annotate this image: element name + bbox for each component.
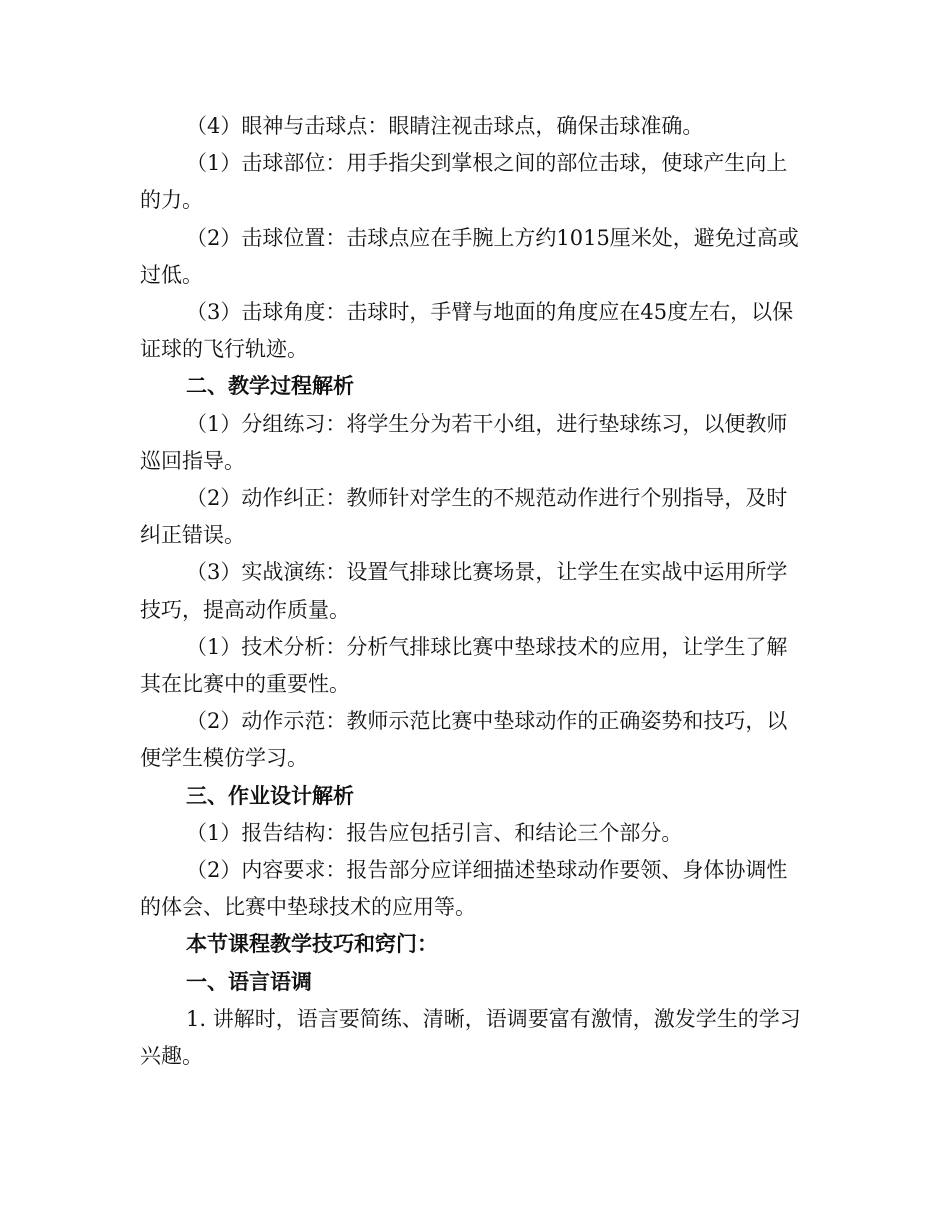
paragraph: （2）内容要求：报告部分应详细描述垫球动作要领、身体协调性的体会、比赛中垫球技术的应用等。 [140, 858, 788, 920]
section-heading: 一、语言语调 [186, 969, 312, 994]
paragraph: （3）实战演练：设置气排球比赛场景，让学生在实战中运用所学技巧，提高动作质量。 [140, 560, 788, 622]
paragraph: （2）动作纠正：教师针对学生的不规范动作进行个别指导，及时纠正错误。 [140, 486, 788, 548]
section-heading: 三、作业设计解析 [186, 783, 354, 808]
paragraph: （3）击球角度：击球时，手臂与地面的角度应在45度左右，以保证球的飞行轨迹。 [140, 300, 794, 362]
paragraph: （1）分组练习：将学生分为若干小组，进行垫球练习，以便教师巡回指导。 [140, 411, 788, 473]
section-heading: 本节课程教学技巧和窍门： [186, 932, 438, 957]
section-heading: 二、教学过程解析 [186, 374, 354, 399]
paragraph: （1）技术分析：分析气排球比赛中垫球技术的应用，让学生了解其在比赛中的重要性。 [140, 634, 788, 697]
paragraph: （2）动作示范：教师示范比赛中垫球动作的正确姿势和技巧，以便学生模仿学习。 [140, 709, 788, 771]
paragraph: （2）击球位置：击球点应在手腕上方约1015厘米处，避免过高或过低。 [140, 225, 799, 287]
document-body [140, 108, 806, 1075]
paragraph: （4）眼神与击球点：眼睛注视击球点，确保击球准确。 [186, 114, 704, 138]
paragraph: 1. 讲解时，语言要简练、清晰，语调要富有激情，激发学生的学习兴趣。 [140, 1006, 801, 1069]
paragraph: （1）击球部位：用手指尖到掌根之间的部位击球，使球产生向上的力。 [140, 151, 788, 213]
paragraph: （1）报告结构：报告应包括引言、和结论三个部分。 [186, 820, 683, 845]
